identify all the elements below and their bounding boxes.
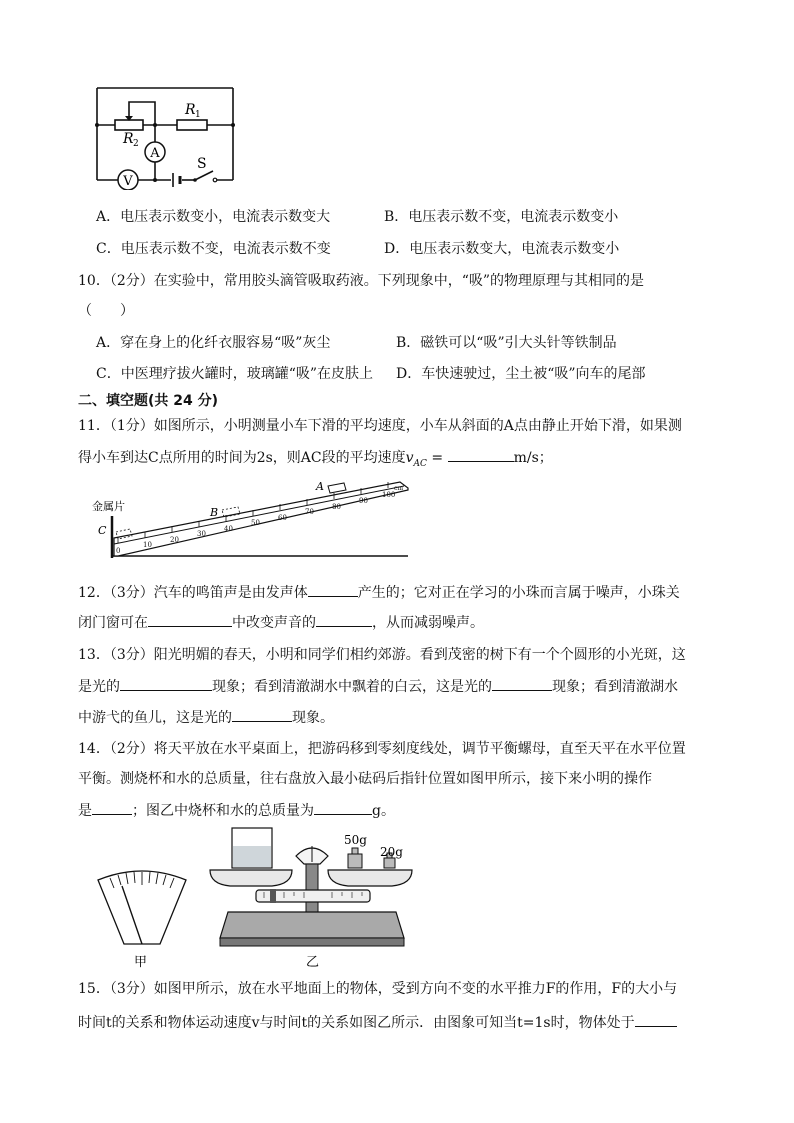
q9-option-c: C．电压表示数不变，电流表示数不变 [96,241,331,257]
q14-line3: 是 ；图乙中烧杯和水的总质量为 g。 [78,800,395,820]
point-b: B [210,506,219,519]
q13-line1: 13．（3分）阳光明媚的春天，小明和同学们相约郊游。看到茂密的树下有一个个圆形的小光斑，这 [78,647,686,663]
ammeter [145,142,165,162]
q13-blank-1[interactable] [120,676,212,691]
tick-80: 80 [332,503,341,511]
q9-option-d: D．电压表示数变大，电流表示数变小 [384,241,620,257]
q14-blank-1[interactable] [92,800,132,815]
label-r1-sub: 1 [195,110,201,120]
label-r2-sub: 2 [133,139,139,149]
tick-0: 0 [116,547,121,555]
q13-blank-2[interactable] [492,676,552,691]
svg-text:V: V [123,174,133,189]
label-s: S [197,156,207,172]
ruler-unit: cm [394,485,404,492]
balance-scale [210,828,412,970]
q14-line2: 平衡。测烧杯和水的总质量，往右盘放入最小砝码后指针位置如图甲所示，接下来小明的操作 [78,771,652,787]
q10-stem: 10．（2分）在实验中，常用胶头滴管吸取药液。下列现象中，“吸”的物理原理与其相同的是 [78,273,645,289]
q11-line2: 得小车到达C点所用的时间为2s，则AC段的平均速度$v_{AC} = m/s$； [78,447,553,469]
q12-blank-1[interactable] [308,582,358,597]
q10-option-a: A．穿在身上的化纤衣服容易“吸”灰尘 [96,335,331,351]
q15-blank[interactable] [635,1012,677,1027]
weight-20g: 20g [380,845,403,859]
label-yi: 乙 [306,955,320,970]
section-heading: 二、填空题(共 24 分) [78,393,219,409]
q11-line1: 11．（1分）如图所示，小明测量小车下滑的平均速度，小车从斜面的A点由静止开始下滑，如果测 [78,418,682,434]
q14-line1: 14．（2分）将天平放在水平桌面上，把游码移到零刻度线处，调节平衡螺母，直至天平在水平位置 [78,741,686,757]
q9-option-b: B．电压表示数不变，电流表示数变小 [384,209,619,225]
tick-70: 70 [305,508,314,516]
pointer-dial [98,871,186,970]
tick-50: 50 [251,519,260,527]
q12-line1: 12．（3分）汽车的鸣笛声是由发声体 产生的；它对正在学习的小珠而言属于噪声，小珠关 [78,582,680,602]
q13-line2: 是光的 现象；看到清澈湖水中飘着的白云，这是光的 现象；看到清澈湖水 [78,676,678,696]
cart [328,483,346,493]
point-a: A [316,480,324,493]
label-r2: R [123,131,134,147]
q12-line2: 闭门窗可在 中改变声音的 ，从而减弱噪声。 [78,612,484,632]
q15-line1: 15．（3分）如图甲所示，放在水平地面上的物体，受到方向不变的水平推力F的作用，F的大小与 [78,981,678,997]
q10-paren: （ ） [78,303,134,319]
tick-100: 100 [382,491,396,499]
circuit-diagram [85,80,245,190]
q9-option-a: A．电压表示数变小，电流表示数变大 [96,209,331,225]
q10-option-c: C．中医理疗拔火罐时，玻璃罐“吸”在皮肤上 [96,366,374,382]
tick-40: 40 [224,525,233,533]
point-c: C [98,524,107,537]
tick-90: 90 [359,497,368,505]
balance-figure [92,826,432,972]
voltmeter [118,170,138,190]
ramp-diagram [88,476,418,566]
tick-20: 20 [170,536,179,544]
tick-60: 60 [278,514,287,522]
q15-line2: 时间t的关系和物体运动速度v与时间t的关系如图乙所示．由图象可知当t=1s时，物体处于 [78,1012,677,1032]
rider [270,889,276,903]
q10-option-d: D．车快速驶过，尘土被“吸”向车的尾部 [396,366,646,382]
q10-option-b: B．磁铁可以“吸”引大头针等铁制品 [396,335,617,351]
svg-text:A: A [150,146,160,161]
q12-blank-3[interactable] [316,612,372,627]
tick-30: 30 [197,530,206,538]
label-jia: 甲 [134,955,148,970]
q13-line3: 中游弋的鱼儿，这是光的 现象。 [78,707,334,727]
tick-10: 10 [143,541,152,549]
q13-blank-3[interactable] [232,707,292,722]
q12-blank-2[interactable] [148,612,232,627]
label-r1: R [185,102,196,118]
q14-blank-2[interactable] [314,800,372,815]
weight-50g: 50g [344,833,367,847]
metal-plate-label: 金属片 [92,500,125,513]
q11-blank[interactable] [448,447,514,462]
